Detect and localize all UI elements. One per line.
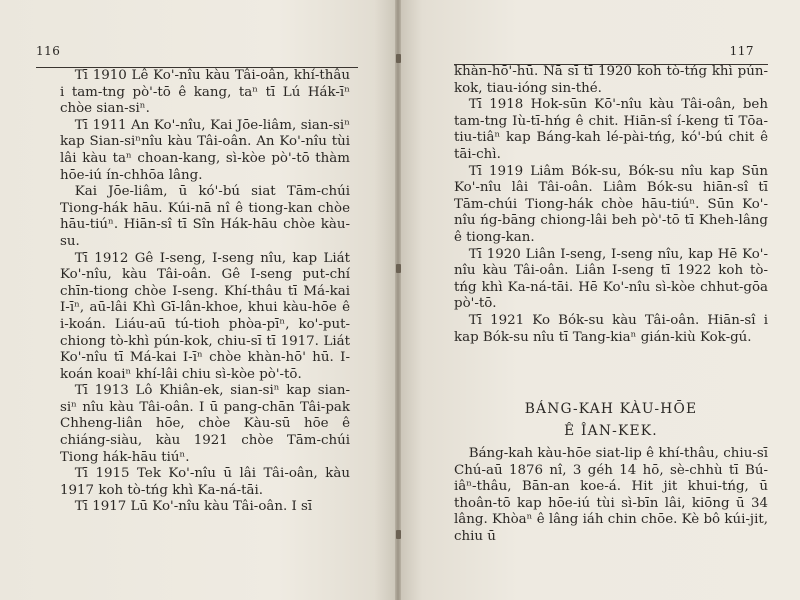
left-page [0,0,398,600]
binding-stitch [396,530,401,539]
binding-stitch [396,264,401,273]
paragraph: Tī 1912 Gê I-seng, I-seng nîu, kap Liát Ko'-nîu, kàu Tâi-oân. Gê I-seng put-chí chīn-tiong chòe I-seng. Khí-thâu tī Má-kai I-īⁿ, aū-lâi Khì Gī-lân-khoe, khui kàu-hōe ê i-koán. Liáu-aū tú-tioh phòa-pīⁿ, ko'-put-chiong tò-khì pún-kok, chiu-sī tī 1917. Liát Ko'-nîu tī Má-kai I-īⁿ chòe khàn-hō' hū. I-koán koaiⁿ khí-lâi chiu sì-kòe pò'-tō. [60,250,350,382]
paragraph: Tī 1911 An Ko'-nîu, Kai Jōe-liâm, sian-siⁿ kap Sian-siⁿnîu kàu Tâi-oân. An Ko'-nîu tùi lâi kàu taⁿ choan-kang, sì-kòe pò'-tō thàm hōe-iú ín-chhōa lâng. [60,117,350,183]
paragraph: Tī 1920 Liân I-seng, I-seng nîu, kap Hē Ko'-nîu kàu Tâi-oân. Liân I-seng tī 1922 koh tò-tńg khì Ka-ná-tāi. Hē Ko'-nîu sì-kòe chhut-gōa pò'-tō. [454,246,768,312]
paragraph-continued: khàn-hō'-hū. Nā sī tī 1920 koh tò-tńg khì pún-kok, tiau-ióng sin-thé. [454,64,768,96]
paragraph: Tī 1921 Ko Bók-su kàu Tâi-oân. Hiān-sî i kap Bók-su nîu tī Tang-kiaⁿ gián-kiù Kok-gú. [454,312,768,345]
paragraph: Tī 1917 Lū Ko'-nîu kàu Tâi-oân. I sī [74,499,313,515]
paragraph: Tī 1913 Lô Khiân-ek, sian-siⁿ kap sian-siⁿ nîu kàu Tâi-oân. I ū pang-chān Tâi-pak Chheng-liân hōe, chòe Kàu-sū hōe ê chiáng-siàu, kàu 1921 chòe Tām-chúi Tiong hák-hāu tiúⁿ. [60,383,350,465]
binding-stitch [396,54,401,63]
right-page [398,0,800,600]
section-heading-line1: BÁNG-KAH KÀU-HŌE [524,401,698,417]
right-page-text-top [454,64,768,346]
right-page-text-bottom [454,446,768,546]
paragraph: Báng-kah kàu-hōe siat-lip ê khí-thâu, chiu-sī Chú-aū 1876 nî, 3 géh 14 hō, sè-chhù tī Bú-iâⁿ-thâu, Bān-an koe-á. Hit jit khui-tńg, ū thoân-tō kap hōe-iú tùi sì-bīn lâi, kiōng ū 34 lâng. Khòaⁿ ê lâng iáh chin chōe. Kè bô kúi-jit, chiu ū [454,446,768,544]
section-heading-line2: Ê ÎAN-KEK. [564,423,658,439]
paragraph: Tī 1910 Lê Ko'-nîu kàu Tâi-oân, khí-thâu i tam-tng pò'-tō ê kang, taⁿ tī Lú Hák-īⁿ chòe sian-siⁿ. [60,68,350,117]
paragraph: Tī 1919 Liâm Bók-su, Bók-su nîu kap Sūn Ko'-nîu lâi Tâi-oân. Liâm Bók-su hiān-sî tī Tām-chúi Tiong-hák chòe hāu-tiúⁿ. Sūn Ko'-nîu ńg-bāng chiong-lâi beh pò'-tō tī Kheh-lâng ê tiong-kan. [454,163,768,245]
page-number-right: 117 [729,44,754,58]
book-gutter [395,0,401,600]
paragraph: Tī 1918 Hok-sūn Kō'-nîu kàu Tâi-oân, beh tam-tng Iù-tī-hńg ê chit. Hiān-sî í-keng tī Tōa-tiu-tiâⁿ kap Báng-kah lé-pài-tńg, kó'-bú chit ê tāi-chì. [454,97,768,162]
paragraph: Tī 1915 Tek Ko'-nîu ū lâi Tâi-oân, kàu 1917 koh tò-tńg khì Ka-ná-tāi. [60,466,350,498]
paragraph: Kai Jōe-liâm, ū kó'-bú siat Tām-chúi Tiong-hák hāu. Kúi-nā nî ê tiong-kan chòe hāu-tiúⁿ. Hiān-sî tī Sîn Hák-hāu chòe kàu-su. [60,184,350,249]
page-number-left: 116 [36,44,61,58]
left-page-text [60,68,350,516]
